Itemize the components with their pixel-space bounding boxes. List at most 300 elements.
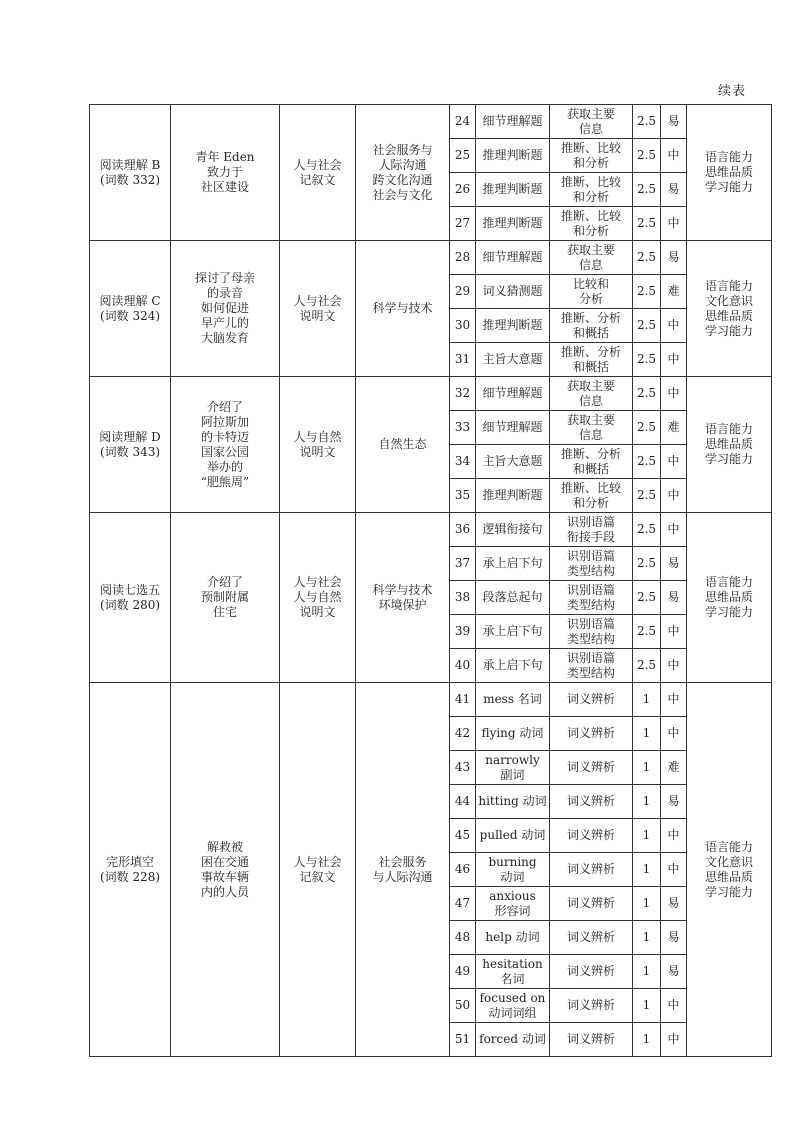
difficulty: 中: [667, 624, 680, 638]
question-number-cell: [450, 343, 476, 377]
table-row: [90, 105, 772, 139]
question-type: 推理判断题: [482, 182, 543, 196]
ability-cell: [550, 445, 633, 479]
score: 2.5: [636, 148, 657, 162]
table-row: [90, 513, 772, 547]
difficulty: 易: [667, 250, 680, 264]
question-number: 44: [454, 794, 471, 808]
section-topic-cell: [171, 241, 280, 377]
question-type-cell: [476, 683, 550, 717]
score: 1: [642, 692, 651, 706]
ability: 词义辨析: [566, 1032, 615, 1046]
difficulty-cell: [661, 479, 687, 513]
score-cell: [633, 649, 661, 683]
question-number: 46: [454, 862, 471, 876]
question-type-cell: [476, 887, 550, 921]
section-genre-cell: [280, 513, 356, 683]
continued-label: 续表: [717, 84, 746, 99]
ability-cell: [550, 241, 633, 275]
ability: 词义辨析: [566, 998, 615, 1012]
question-type-cell: [476, 955, 550, 989]
score: 2.5: [636, 318, 657, 332]
question-number-cell: [450, 955, 476, 989]
section-topic: 介绍了 预制附属 住宅: [200, 575, 249, 619]
ability-cell: [550, 309, 633, 343]
question-number: 51: [454, 1032, 471, 1046]
ability-cell: [550, 615, 633, 649]
section-name: 阅读理解 B (词数 332): [99, 157, 161, 187]
question-number-cell: [450, 207, 476, 241]
difficulty-cell: [661, 377, 687, 411]
section-theme-cell: [356, 377, 450, 513]
question-type: hesitation 名词: [482, 956, 543, 986]
difficulty-cell: [661, 547, 687, 581]
question-type: burning 动词: [488, 854, 537, 884]
difficulty: 中: [667, 386, 680, 400]
difficulty: 中: [667, 828, 680, 842]
difficulty-cell: [661, 887, 687, 921]
question-type-cell: [476, 275, 550, 309]
question-type-cell: [476, 411, 550, 445]
section-theme-cell: [356, 683, 450, 1057]
score: 1: [642, 896, 651, 910]
question-number: 39: [454, 624, 471, 638]
question-number: 43: [454, 760, 471, 774]
question-number: 29: [454, 284, 471, 298]
ability-cell: [550, 513, 633, 547]
section-theme: 科学与技术: [372, 301, 433, 315]
score-cell: [633, 955, 661, 989]
score-cell: [633, 479, 661, 513]
difficulty: 难: [667, 420, 680, 434]
ability-cell: [550, 581, 633, 615]
section-theme-cell: [356, 105, 450, 241]
ability: 推断、分析 和概括: [560, 344, 621, 374]
section-theme-cell: [356, 513, 450, 683]
question-type: anxious 形容词: [489, 888, 536, 918]
section-name-cell: [90, 105, 171, 241]
question-number: 36: [454, 522, 471, 536]
question-number: 45: [454, 828, 471, 842]
question-type-cell: [476, 207, 550, 241]
section-topic: 探讨了母亲 的录音 如何促进 早产儿的 大脑发育: [194, 271, 255, 345]
score: 2.5: [636, 250, 657, 264]
competency-goals: 语言能力 思维品质 学习能力: [704, 422, 753, 466]
difficulty-cell: [661, 955, 687, 989]
competency-goals-cell: [687, 683, 772, 1057]
ability-cell: [550, 717, 633, 751]
question-type: 推理判断题: [482, 488, 543, 502]
ability-cell: [550, 853, 633, 887]
section-topic-cell: [171, 105, 280, 241]
question-number-cell: [450, 989, 476, 1023]
question-number-cell: [450, 241, 476, 275]
score: 2.5: [636, 556, 657, 570]
competency-goals-cell: [687, 377, 772, 513]
score-cell: [633, 751, 661, 785]
question-type-cell: [476, 717, 550, 751]
score: 1: [642, 930, 651, 944]
question-number-cell: [450, 819, 476, 853]
ability-cell: [550, 887, 633, 921]
ability: 推断、分析 和概括: [560, 446, 621, 476]
question-type-cell: [476, 105, 550, 139]
score-cell: [633, 819, 661, 853]
ability: 比较和 分析: [572, 276, 609, 306]
question-number: 41: [454, 692, 471, 706]
section-genre: 人与社会 记叙文: [293, 157, 342, 187]
difficulty: 中: [667, 1032, 680, 1046]
score-cell: [633, 989, 661, 1023]
question-number-cell: [450, 105, 476, 139]
score: 1: [642, 964, 651, 978]
question-number: 25: [454, 148, 471, 162]
difficulty-cell: [661, 139, 687, 173]
question-type-cell: [476, 819, 550, 853]
question-number-cell: [450, 615, 476, 649]
difficulty: 中: [667, 522, 680, 536]
ability: 识别语篇 类型结构: [566, 582, 615, 612]
difficulty: 中: [667, 692, 680, 706]
question-type-cell: [476, 309, 550, 343]
ability: 词义辨析: [566, 794, 615, 808]
difficulty-cell: [661, 445, 687, 479]
section-theme: 科学与技术 环境保护: [372, 582, 433, 612]
difficulty: 中: [667, 488, 680, 502]
score-cell: [633, 547, 661, 581]
section-topic-cell: [171, 513, 280, 683]
score-cell: [633, 343, 661, 377]
question-number-cell: [450, 513, 476, 547]
section-genre-cell: [280, 683, 356, 1057]
ability-cell: [550, 785, 633, 819]
question-number-cell: [450, 921, 476, 955]
difficulty-cell: [661, 819, 687, 853]
question-number: 47: [454, 896, 471, 910]
score-cell: [633, 887, 661, 921]
difficulty-cell: [661, 241, 687, 275]
ability-cell: [550, 207, 633, 241]
question-type: narrowly 副词: [485, 752, 540, 782]
ability-cell: [550, 275, 633, 309]
ability: 推断、比较 和分析: [560, 174, 621, 204]
question-type-cell: [476, 479, 550, 513]
score: 2.5: [636, 216, 657, 230]
question-number-cell: [450, 309, 476, 343]
ability: 识别语篇 衔接手段: [566, 514, 615, 544]
question-number: 26: [454, 182, 471, 196]
competency-goals: 语言能力 文化意识 思维品质 学习能力: [704, 839, 753, 899]
question-number-cell: [450, 173, 476, 207]
score-cell: [633, 275, 661, 309]
score: 2.5: [636, 590, 657, 604]
score-cell: [633, 717, 661, 751]
ability-cell: [550, 1023, 633, 1057]
difficulty: 中: [667, 318, 680, 332]
ability-cell: [550, 479, 633, 513]
score-cell: [633, 853, 661, 887]
question-number-cell: [450, 377, 476, 411]
ability: 推断、比较 和分析: [560, 208, 621, 238]
ability: 词义辨析: [566, 964, 615, 978]
difficulty: 中: [667, 454, 680, 468]
score: 2.5: [636, 454, 657, 468]
ability: 词义辨析: [566, 930, 615, 944]
question-number: 50: [454, 998, 471, 1012]
score: 1: [642, 726, 651, 740]
question-type: 细节理解题: [482, 386, 543, 400]
section-name-cell: [90, 377, 171, 513]
section-name: 阅读理解 D (词数 343): [99, 429, 161, 459]
difficulty-cell: [661, 411, 687, 445]
score-cell: [633, 683, 661, 717]
question-type: 段落总起句: [482, 590, 543, 604]
question-number: 24: [454, 114, 471, 128]
ability-cell: [550, 343, 633, 377]
difficulty: 易: [667, 114, 680, 128]
difficulty-cell: [661, 615, 687, 649]
score: 2.5: [636, 182, 657, 196]
difficulty-cell: [661, 173, 687, 207]
difficulty-cell: [661, 989, 687, 1023]
question-type: pulled 动词: [479, 828, 546, 842]
section-genre: 人与自然 说明文: [293, 429, 342, 459]
question-type: 承上启下句: [482, 556, 543, 570]
question-type: 主旨大意题: [482, 454, 543, 468]
question-number-cell: [450, 751, 476, 785]
score: 2.5: [636, 420, 657, 434]
section-genre: 人与社会 说明文: [293, 293, 342, 323]
difficulty: 难: [667, 284, 680, 298]
competency-goals: 语言能力 思维品质 学习能力: [704, 575, 753, 619]
question-number-cell: [450, 717, 476, 751]
table-row: [90, 683, 772, 717]
difficulty-cell: [661, 309, 687, 343]
question-type-cell: [476, 615, 550, 649]
ability: 词义辨析: [566, 692, 615, 706]
question-number: 28: [454, 250, 471, 264]
question-type: flying 动词: [481, 726, 544, 740]
question-type: mess 名词: [483, 692, 542, 706]
ability-cell: [550, 989, 633, 1023]
ability-cell: [550, 751, 633, 785]
difficulty-cell: [661, 751, 687, 785]
question-number-cell: [450, 275, 476, 309]
table-row: [90, 377, 772, 411]
question-type-cell: [476, 513, 550, 547]
question-number: 37: [454, 556, 471, 570]
question-type-cell: [476, 581, 550, 615]
difficulty-cell: [661, 717, 687, 751]
question-type-cell: [476, 173, 550, 207]
ability: 识别语篇 类型结构: [566, 548, 615, 578]
ability-cell: [550, 819, 633, 853]
question-number: 35: [454, 488, 471, 502]
question-number-cell: [450, 887, 476, 921]
question-number: 49: [454, 964, 471, 978]
difficulty: 中: [667, 998, 680, 1012]
difficulty: 易: [667, 556, 680, 570]
score: 2.5: [636, 386, 657, 400]
score: 1: [642, 1032, 651, 1046]
section-genre-cell: [280, 377, 356, 513]
ability: 词义辨析: [566, 828, 615, 842]
question-type: 推理判断题: [482, 148, 543, 162]
question-type: 词义猜测题: [482, 284, 543, 298]
difficulty-cell: [661, 581, 687, 615]
competency-goals-cell: [687, 513, 772, 683]
difficulty: 易: [667, 182, 680, 196]
ability-cell: [550, 105, 633, 139]
question-number: 31: [454, 352, 471, 366]
question-number: 48: [454, 930, 471, 944]
score: 1: [642, 862, 651, 876]
difficulty-cell: [661, 1023, 687, 1057]
section-topic-cell: [171, 377, 280, 513]
question-number-cell: [450, 649, 476, 683]
question-type: 主旨大意题: [482, 352, 543, 366]
section-name: 阅读七选五 (词数 280): [99, 582, 161, 612]
difficulty: 中: [667, 148, 680, 162]
ability-cell: [550, 683, 633, 717]
question-number: 34: [454, 454, 471, 468]
ability-cell: [550, 547, 633, 581]
question-type: focused on 动词词组: [479, 990, 546, 1020]
score: 2.5: [636, 624, 657, 638]
question-number-cell: [450, 139, 476, 173]
section-name-cell: [90, 241, 171, 377]
question-type-cell: [476, 241, 550, 275]
question-number: 27: [454, 216, 471, 230]
exam-analysis-table: [89, 104, 772, 1057]
section-theme: 社会服务与 人际沟通 跨文化沟通 社会与文化: [372, 142, 433, 202]
question-type: 承上启下句: [482, 658, 543, 672]
question-type: 逻辑衔接句: [482, 522, 543, 536]
score-cell: [633, 513, 661, 547]
ability-cell: [550, 955, 633, 989]
difficulty: 易: [667, 896, 680, 910]
score: 2.5: [636, 488, 657, 502]
score: 1: [642, 760, 651, 774]
question-number: 40: [454, 658, 471, 672]
question-number: 33: [454, 420, 471, 434]
difficulty-cell: [661, 275, 687, 309]
difficulty: 中: [667, 216, 680, 230]
question-number-cell: [450, 1023, 476, 1057]
score: 1: [642, 998, 651, 1012]
question-number-cell: [450, 479, 476, 513]
difficulty-cell: [661, 105, 687, 139]
ability: 推断、分析 和概括: [560, 310, 621, 340]
question-type-cell: [476, 785, 550, 819]
question-number-cell: [450, 683, 476, 717]
difficulty: 中: [667, 658, 680, 672]
question-number: 32: [454, 386, 471, 400]
question-type-cell: [476, 921, 550, 955]
score-cell: [633, 411, 661, 445]
question-type-cell: [476, 377, 550, 411]
score-cell: [633, 207, 661, 241]
difficulty-cell: [661, 513, 687, 547]
difficulty-cell: [661, 853, 687, 887]
question-type: 承上启下句: [482, 624, 543, 638]
score-cell: [633, 377, 661, 411]
section-theme: 自然生态: [378, 437, 427, 451]
question-number-cell: [450, 411, 476, 445]
score: 2.5: [636, 658, 657, 672]
question-type-cell: [476, 853, 550, 887]
ability-cell: [550, 411, 633, 445]
question-type: 细节理解题: [482, 114, 543, 128]
ability-cell: [550, 173, 633, 207]
ability-cell: [550, 139, 633, 173]
score-cell: [633, 785, 661, 819]
section-theme: 社会服务 与人际沟通: [372, 854, 433, 884]
difficulty: 中: [667, 726, 680, 740]
question-number-cell: [450, 853, 476, 887]
score: 1: [642, 794, 651, 808]
score-cell: [633, 139, 661, 173]
table-row: [90, 241, 772, 275]
section-name: 完形填空 (词数 228): [99, 854, 161, 884]
question-type-cell: [476, 547, 550, 581]
ability: 识别语篇 类型结构: [566, 616, 615, 646]
score-cell: [633, 445, 661, 479]
section-name-cell: [90, 683, 171, 1057]
score-cell: [633, 105, 661, 139]
ability: 推断、比较 和分析: [560, 140, 621, 170]
score-cell: [633, 1023, 661, 1057]
question-number-cell: [450, 785, 476, 819]
score: 2.5: [636, 284, 657, 298]
section-name-cell: [90, 513, 171, 683]
ability: 词义辨析: [566, 896, 615, 910]
question-type: 细节理解题: [482, 250, 543, 264]
difficulty-cell: [661, 207, 687, 241]
question-type-cell: [476, 445, 550, 479]
ability: 词义辨析: [566, 760, 615, 774]
difficulty: 中: [667, 862, 680, 876]
difficulty-cell: [661, 649, 687, 683]
ability-cell: [550, 649, 633, 683]
question-type: 推理判断题: [482, 216, 543, 230]
section-topic-cell: [171, 683, 280, 1057]
difficulty-cell: [661, 343, 687, 377]
question-number-cell: [450, 445, 476, 479]
question-type: 细节理解题: [482, 420, 543, 434]
score-cell: [633, 241, 661, 275]
question-type-cell: [476, 751, 550, 785]
question-type: help 动词: [485, 930, 540, 944]
question-type-cell: [476, 343, 550, 377]
section-genre: 人与社会 记叙文: [293, 854, 342, 884]
section-topic: 解救被 困在交通 事故车辆 内的人员: [200, 839, 249, 899]
score-cell: [633, 615, 661, 649]
question-number-cell: [450, 547, 476, 581]
ability-cell: [550, 921, 633, 955]
score: 2.5: [636, 114, 657, 128]
score-cell: [633, 173, 661, 207]
ability: 推断、比较 和分析: [560, 480, 621, 510]
section-topic: 青年 Eden 致力于 社区建设: [195, 150, 255, 194]
score: 2.5: [636, 352, 657, 366]
question-type: forced 动词: [479, 1032, 546, 1046]
difficulty: 易: [667, 964, 680, 978]
difficulty: 易: [667, 794, 680, 808]
difficulty-cell: [661, 683, 687, 717]
section-genre-cell: [280, 105, 356, 241]
section-theme-cell: [356, 241, 450, 377]
